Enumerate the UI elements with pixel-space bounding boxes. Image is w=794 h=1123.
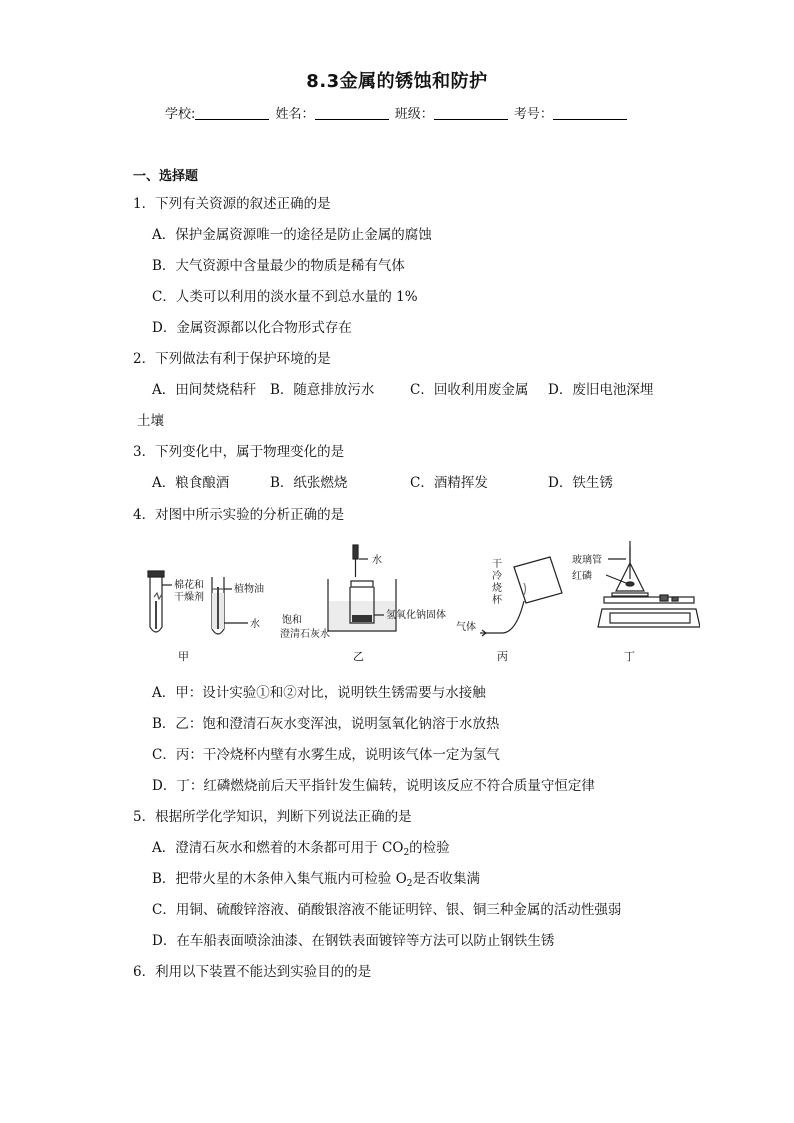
co2-subscript: 2 <box>403 848 410 858</box>
option-a-text: A．澄清石灰水和燃着的木条都可用于 CO <box>152 840 404 856</box>
question-5-stem: 5．根据所学化学知识，判断下列说法正确的是 <box>133 809 412 825</box>
student-info-line <box>165 103 629 122</box>
option-b-text: B．把带火星的木条伸入集气瓶内可检验 O <box>152 871 407 887</box>
label-cup-4: 杯 <box>492 595 502 606</box>
label-naoh: 氢氧化钠固体 <box>386 610 446 621</box>
school-label: 学校: <box>165 107 196 122</box>
flame <box>524 583 526 595</box>
naoh-solid <box>352 615 372 622</box>
class-blank[interactable] <box>434 107 508 120</box>
label-desiccant: 干燥剂 <box>174 592 204 603</box>
balance-beam <box>604 597 694 603</box>
experiment-figure <box>140 537 700 667</box>
question-1-option-a: A．保护金属资源唯一的途径是防止金属的腐蚀 <box>152 227 432 243</box>
name-label: 姓名： <box>275 107 315 122</box>
question-5-option-b <box>152 867 480 889</box>
red-phosphorus <box>626 582 634 586</box>
caption-yi: 乙 <box>353 650 364 663</box>
question-2-option-d: D．废旧电池深埋 <box>548 382 654 398</box>
option-a-text-end: 的检验 <box>409 840 450 856</box>
question-4-option-c: C．丙：干冷烧杯内壁有水雾生成，说明该气体一定为氢气 <box>152 747 500 763</box>
o2-subscript: 2 <box>406 879 413 889</box>
weight-2 <box>672 597 678 601</box>
question-1-stem: 1．下列有关资源的叙述正确的是 <box>133 196 331 212</box>
class-label: 班级： <box>394 107 434 122</box>
question-3-option-d: D．铁生锈 <box>548 475 613 491</box>
label-oil: 植物油 <box>234 584 264 595</box>
question-2-option-c: C．回收利用废金属 <box>410 382 529 398</box>
label-red-phosphorus: 红磷 <box>572 571 592 582</box>
balance-base <box>598 609 700 627</box>
question-3-stem: 3．下列变化中，属于物理变化的是 <box>133 444 345 460</box>
question-3-option-b: B．纸张燃烧 <box>270 475 348 491</box>
question-1-option-d: D．金属资源都以化合物形式存在 <box>152 320 352 336</box>
left-pan <box>612 593 648 596</box>
label-cup-1: 干 <box>492 559 502 570</box>
stopper <box>351 581 373 587</box>
question-2-option-b: B．随意排放污水 <box>270 382 375 398</box>
question-5-option-c: C．用铜、硫酸锌溶液、硝酸银溶液不能证明锌、银、铜三种金属的活动性强弱 <box>152 902 622 918</box>
label-cotton: 棉花和 <box>174 580 204 591</box>
question-2-option-d-continued: 土壤 <box>137 413 164 429</box>
label-gas: 气体 <box>456 622 476 633</box>
question-4-option-a: A．甲：设计实验①和②对比，说明铁生锈需要与水接触 <box>152 685 486 701</box>
page-title: 8.3金属的锈蚀和防护 <box>306 71 488 92</box>
caption-ding: 丁 <box>624 650 635 663</box>
question-1-option-c: C．人类可以利用的淡水量不到总水量的 1% <box>152 289 418 305</box>
question-4-option-d: D．丁：红磷燃烧前后天平指针发生偏转，说明该反应不符合质量守恒定律 <box>152 778 595 794</box>
exam-no-blank[interactable] <box>553 107 627 120</box>
option-b-text-end: 是否收集满 <box>412 871 481 887</box>
label-water-yi: 水 <box>372 555 382 566</box>
question-6-stem: 6．利用以下装置不能达到实验目的的是 <box>133 964 372 980</box>
name-blank[interactable] <box>315 107 389 120</box>
caption-jia: 甲 <box>178 650 189 663</box>
label-water-jia: 水 <box>250 619 260 630</box>
apparatus-ding <box>598 541 700 627</box>
question-4-option-b: B．乙：饱和澄清石灰水变浑浊，说明氢氧化钠溶于水放热 <box>152 716 500 732</box>
question-5-option-d: D．在车船表面喷涂油漆、在钢铁表面镀锌等方法可以防止钢铁生锈 <box>152 933 555 949</box>
section-heading: 一、选择题 <box>133 169 199 184</box>
weight-1 <box>660 595 668 601</box>
balance-scale <box>610 613 690 623</box>
question-3-option-c: C．酒精挥发 <box>410 475 488 491</box>
cold-dry-beaker <box>514 557 562 603</box>
label-glass-tube: 玻璃管 <box>572 555 602 566</box>
label-limewater-2: 澄清石灰水 <box>280 629 330 640</box>
exam-no-label: 考号： <box>513 107 553 122</box>
label-cup-3: 烧 <box>492 583 502 594</box>
question-4-stem: 4．对图中所示实验的分析正确的是 <box>133 507 345 523</box>
caption-bing: 丙 <box>497 650 508 663</box>
label-cup-2: 冷 <box>492 571 502 582</box>
question-2-option-a: A．田间焚烧秸秆 <box>152 382 257 398</box>
label-limewater-1: 饱和 <box>282 615 302 626</box>
cotton-ball <box>154 593 162 599</box>
question-3-option-a: A．粮食酿酒 <box>152 475 230 491</box>
question-2-stem: 2．下列做法有利于保护环境的是 <box>133 351 331 367</box>
question-5-option-a <box>152 836 450 858</box>
school-blank[interactable] <box>195 107 269 120</box>
tube-1-stopper <box>148 571 164 577</box>
question-1-option-b: B．大气资源中含量最少的物质是稀有气体 <box>152 258 405 274</box>
dropper-bulb <box>353 545 358 559</box>
